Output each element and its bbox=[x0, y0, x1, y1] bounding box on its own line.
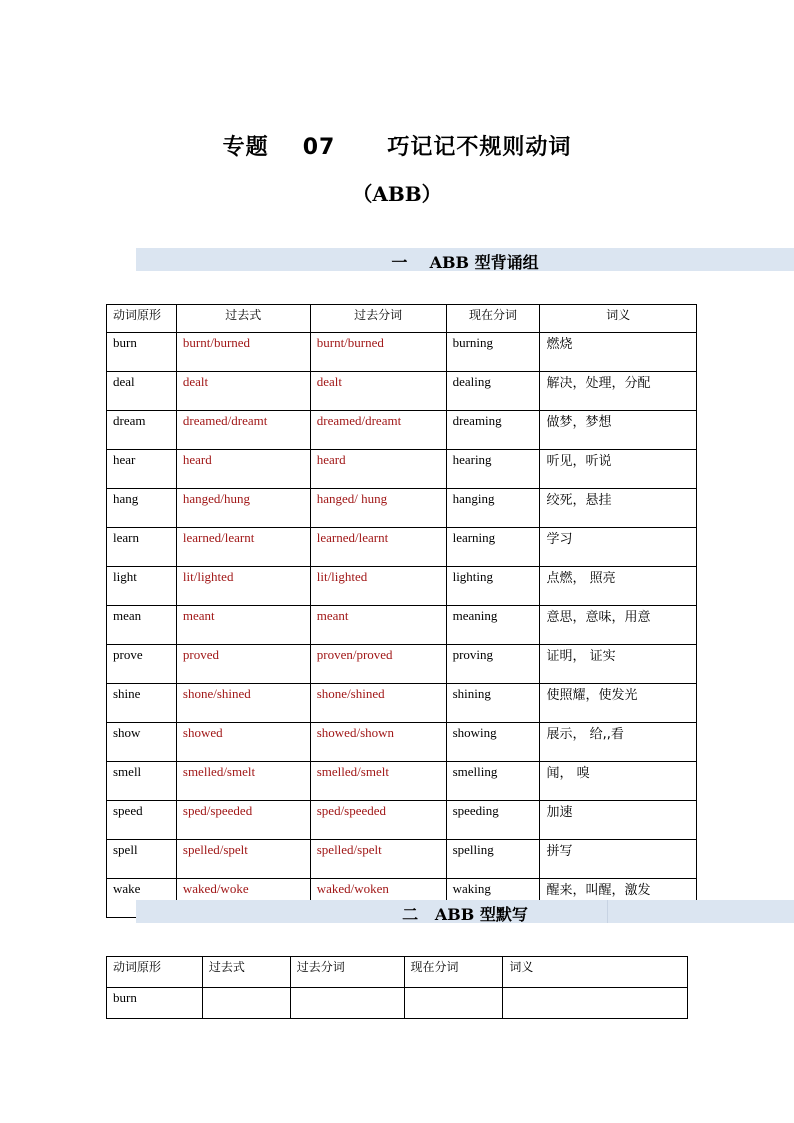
dictation-table-cell bbox=[290, 988, 404, 1019]
verb-table-cell: wake bbox=[107, 879, 177, 918]
band-divider bbox=[607, 900, 608, 923]
dictation-table-cell bbox=[202, 988, 290, 1019]
verb-table-cell: 证明， 证实 bbox=[540, 645, 697, 684]
verb-table-row bbox=[107, 762, 697, 801]
verb-table-cell: dreamed/dreamt bbox=[176, 411, 310, 450]
dictation-table bbox=[106, 956, 688, 1019]
verb-table-row bbox=[107, 840, 697, 879]
dictation-table-header-row bbox=[107, 957, 688, 988]
verb-table-cell: hear bbox=[107, 450, 177, 489]
verb-table-row bbox=[107, 528, 697, 567]
verb-table-cell: speed bbox=[107, 801, 177, 840]
dictation-table-cell: burn bbox=[107, 988, 203, 1019]
verb-table-cell: waked/woken bbox=[310, 879, 446, 918]
verb-table-cell: heard bbox=[310, 450, 446, 489]
verb-table-cell: lighting bbox=[446, 567, 540, 606]
verb-table-cell: 使照耀，使发光 bbox=[540, 684, 697, 723]
verb-table-cell: 学习 bbox=[540, 528, 697, 567]
verb-table-cell: mean bbox=[107, 606, 177, 645]
verb-table-cell: 绞死，悬挂 bbox=[540, 489, 697, 528]
dictation-table-cell bbox=[404, 988, 503, 1019]
dictation-table-cell bbox=[503, 988, 688, 1019]
verb-table-cell: lit/lighted bbox=[176, 567, 310, 606]
verb-table-row bbox=[107, 411, 697, 450]
verb-table-cell: 燃烧 bbox=[540, 333, 697, 372]
verb-table-cell: prove bbox=[107, 645, 177, 684]
verb-table-header-cell: 词义 bbox=[540, 305, 697, 333]
verb-table-cell: burning bbox=[446, 333, 540, 372]
title-number: 07 bbox=[302, 135, 336, 160]
verb-table-cell: sped/speeded bbox=[176, 801, 310, 840]
verb-table-cell: showed bbox=[176, 723, 310, 762]
verb-table-cell: proving bbox=[446, 645, 540, 684]
verb-table-cell: spelled/spelt bbox=[310, 840, 446, 879]
verb-table-cell: learned/learnt bbox=[176, 528, 310, 567]
verb-table-row bbox=[107, 801, 697, 840]
verb-table-cell: smelled/smelt bbox=[310, 762, 446, 801]
verb-table-cell: shone/shined bbox=[310, 684, 446, 723]
verb-table-cell: 拼写 bbox=[540, 840, 697, 879]
page-title bbox=[0, 130, 794, 161]
dictation-table-row bbox=[107, 988, 688, 1019]
verb-table-cell: light bbox=[107, 567, 177, 606]
verb-table-cell: hanged/ hung bbox=[310, 489, 446, 528]
verb-table-row bbox=[107, 606, 697, 645]
verb-table-cell: spelled/spelt bbox=[176, 840, 310, 879]
verb-table-cell: waking bbox=[446, 879, 540, 918]
verb-table-cell: waked/woke bbox=[176, 879, 310, 918]
verb-table-row bbox=[107, 684, 697, 723]
verb-table-cell: learned/learnt bbox=[310, 528, 446, 567]
verb-table-cell: 做梦，梦想 bbox=[540, 411, 697, 450]
verb-table-row bbox=[107, 489, 697, 528]
verb-table-cell: shining bbox=[446, 684, 540, 723]
verb-table-row bbox=[107, 645, 697, 684]
verb-table-cell: hearing bbox=[446, 450, 540, 489]
verb-table-cell: spelling bbox=[446, 840, 540, 879]
verb-table-cell: meaning bbox=[446, 606, 540, 645]
verb-table-cell: 展示， 给,,看 bbox=[540, 723, 697, 762]
verb-table-header-cell: 过去式 bbox=[176, 305, 310, 333]
verb-table-cell: spell bbox=[107, 840, 177, 879]
verb-table-cell: sped/speeded bbox=[310, 801, 446, 840]
verb-table-cell: meant bbox=[310, 606, 446, 645]
title-topic: 专题 bbox=[222, 135, 269, 160]
verb-table-cell: 醒来，叫醒，激发 bbox=[540, 879, 697, 918]
verb-table-cell: burn bbox=[107, 333, 177, 372]
irregular-verbs-table bbox=[106, 304, 697, 918]
verb-table-header-cell: 现在分词 bbox=[446, 305, 540, 333]
verb-table-cell: dealt bbox=[310, 372, 446, 411]
verb-table-row bbox=[107, 372, 697, 411]
verb-table-cell: lit/lighted bbox=[310, 567, 446, 606]
verb-table-cell: shine bbox=[107, 684, 177, 723]
verb-table-cell: dealing bbox=[446, 372, 540, 411]
section-heading-2-text: 二 ABB 型默写 bbox=[402, 905, 528, 924]
verb-table-cell: learning bbox=[446, 528, 540, 567]
dictation-table-header-cell: 动词原形 bbox=[107, 957, 203, 988]
verb-table-cell: hang bbox=[107, 489, 177, 528]
dictation-table-header-cell: 过去式 bbox=[202, 957, 290, 988]
verb-table-header-cell: 动词原形 bbox=[107, 305, 177, 333]
verb-table-cell: burnt/burned bbox=[176, 333, 310, 372]
verb-table-cell: 解决，处理，分配 bbox=[540, 372, 697, 411]
verb-table-cell: heard bbox=[176, 450, 310, 489]
verb-table-cell: showing bbox=[446, 723, 540, 762]
verb-table-cell: 闻， 嗅 bbox=[540, 762, 697, 801]
verb-table-cell: smelling bbox=[446, 762, 540, 801]
verb-table-cell: meant bbox=[176, 606, 310, 645]
verb-table-cell: proved bbox=[176, 645, 310, 684]
verb-table-cell: show bbox=[107, 723, 177, 762]
verb-table-cell: 加速 bbox=[540, 801, 697, 840]
verb-table-cell: smell bbox=[107, 762, 177, 801]
verb-table-row bbox=[107, 567, 697, 606]
verb-table-cell: deal bbox=[107, 372, 177, 411]
verb-table-cell: dealt bbox=[176, 372, 310, 411]
verb-table-cell: shone/shined bbox=[176, 684, 310, 723]
verb-table-cell: burnt/burned bbox=[310, 333, 446, 372]
verb-table-cell: hanging bbox=[446, 489, 540, 528]
dictation-table-header-cell: 现在分词 bbox=[404, 957, 503, 988]
page-subtitle: （ABB） bbox=[352, 182, 442, 206]
section-heading-1 bbox=[136, 248, 794, 271]
verb-table-cell: 意思，意味，用意 bbox=[540, 606, 697, 645]
verb-table-cell: hanged/hung bbox=[176, 489, 310, 528]
verb-table-header-cell: 过去分词 bbox=[310, 305, 446, 333]
verb-table-cell: showed/shown bbox=[310, 723, 446, 762]
verb-table-cell: smelled/smelt bbox=[176, 762, 310, 801]
verb-table-cell: dream bbox=[107, 411, 177, 450]
verb-table-row bbox=[107, 333, 697, 372]
verb-table-cell: learn bbox=[107, 528, 177, 567]
verb-table-cell: speeding bbox=[446, 801, 540, 840]
verb-table-cell: dreamed/dreamt bbox=[310, 411, 446, 450]
dictation-table-header-cell: 过去分词 bbox=[290, 957, 404, 988]
verb-table-cell: 听见，听说 bbox=[540, 450, 697, 489]
verb-table-cell: 点燃， 照亮 bbox=[540, 567, 697, 606]
verb-table-header-row bbox=[107, 305, 697, 333]
verb-table-cell: proven/proved bbox=[310, 645, 446, 684]
verb-table-cell: dreaming bbox=[446, 411, 540, 450]
section-heading-2 bbox=[136, 900, 794, 923]
dictation-table-header-cell: 词义 bbox=[503, 957, 688, 988]
verb-table-row bbox=[107, 450, 697, 489]
section-heading-1-text: 一 ABB 型背诵组 bbox=[391, 253, 539, 272]
verb-table-row bbox=[107, 723, 697, 762]
title-name: 巧记记不规则动词 bbox=[387, 135, 572, 160]
